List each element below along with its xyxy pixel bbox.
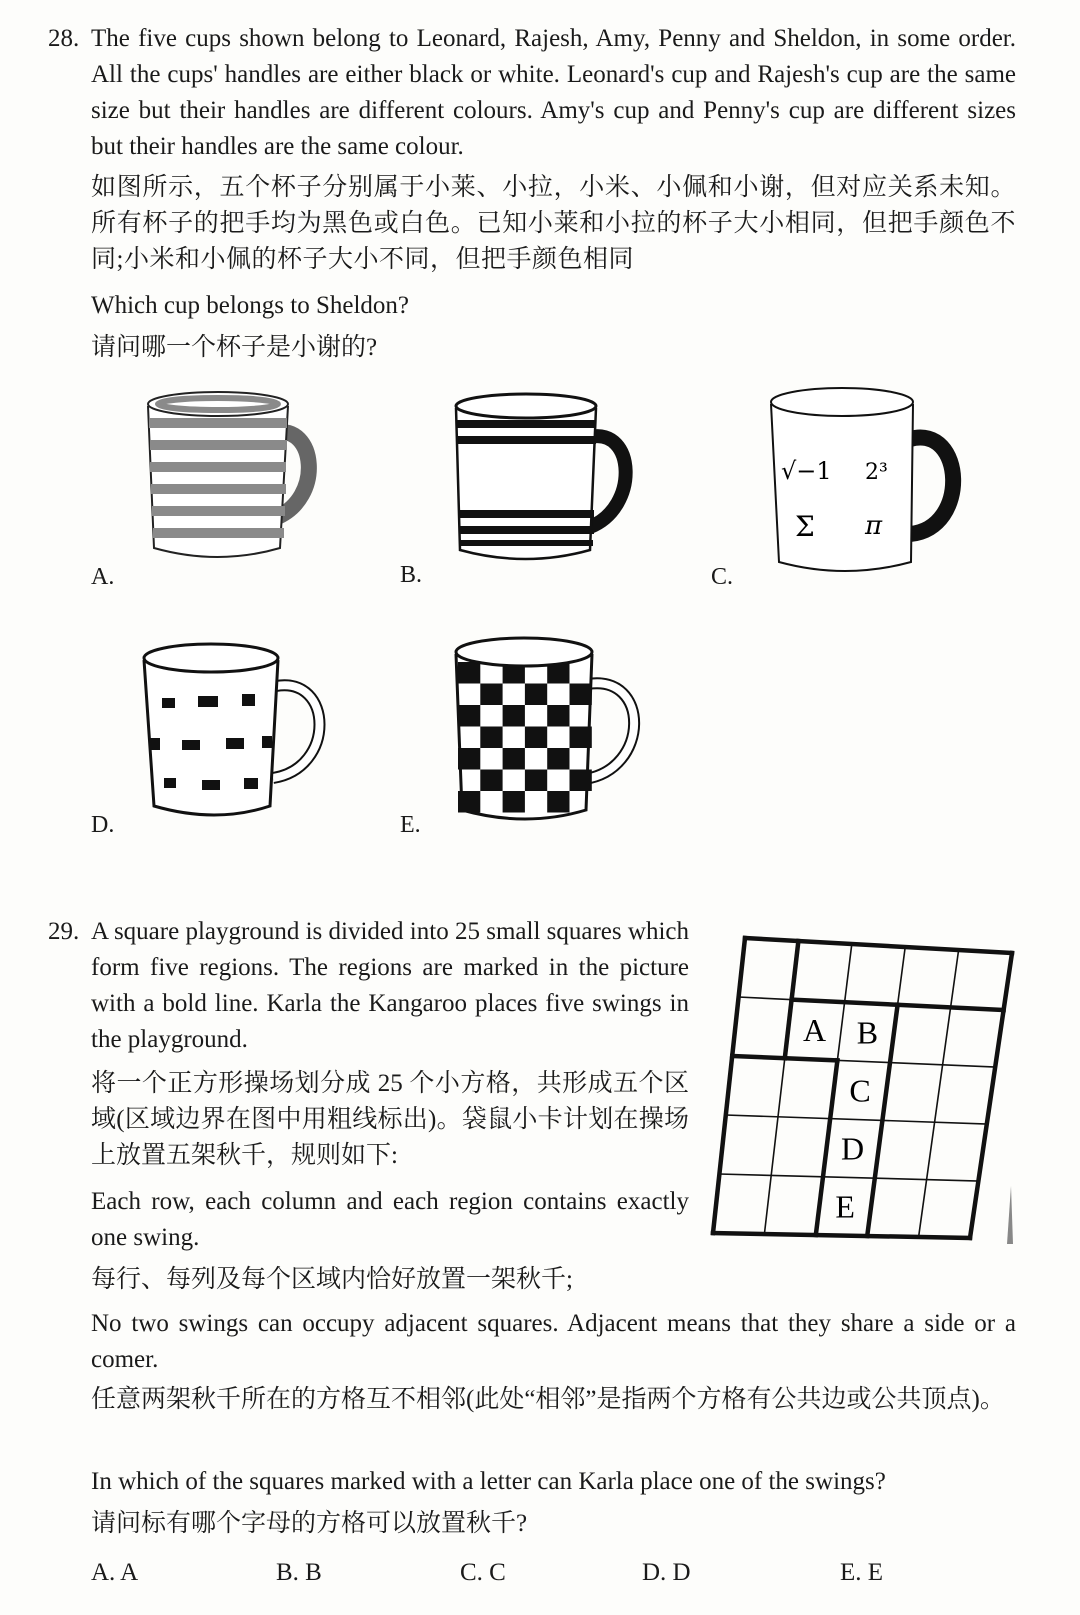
- region-border: [745, 938, 1012, 953]
- question-text-en: The five cups shown belong to Leonard, Rajesh, Amy, Penny and Sheldon, in some order. All the cups' handles are either black or white. Leonard's cup and Rajesh's cup are the same size but their handles are different colours. Amy's cup and Penny's cup are different sizes but their handles are the same colour.: [91, 25, 1016, 160]
- cup-c-symbol: π: [865, 511, 883, 541]
- option-b: B. B: [276, 1559, 322, 1586]
- region-border: [732, 1056, 837, 1060]
- grid-letter-a: A: [803, 1012, 827, 1049]
- grid-letter-e: E: [835, 1188, 855, 1225]
- option-d: D. D: [642, 1559, 691, 1586]
- question-text-zh: 将一个正方形操场划分成 25 个小方格，共形成五个区域(区域边界在图中用粗线标出)。袋鼠小卡计划在操场上放置五架秋千，规则如下:: [91, 1070, 689, 1169]
- cup-d-label: D.: [91, 812, 115, 838]
- rule-2-en: No two swings can occupy adjacent squares. Adjacent means that they share a side or a comer.: [91, 1310, 1016, 1373]
- question-prompt-en: In which of the squares marked with a letter can Karla place one of the swings?: [91, 1468, 886, 1495]
- question-text-en: A square playground is divided into 25 small squares which form five regions. The regions are marked in the picture with a bold line. Karla the Kangaroo places five swings in the playground.: [91, 918, 689, 1053]
- cup-e-label: E.: [400, 812, 421, 838]
- cup-c-symbol: 2³: [865, 460, 888, 485]
- cup-a-label: A.: [91, 564, 115, 590]
- option-e: E. E: [840, 1559, 884, 1586]
- option-a: A. A: [91, 1559, 139, 1586]
- question-number: 29.: [48, 918, 80, 945]
- grid-letter-d: D: [841, 1130, 865, 1167]
- question-prompt-zh: 请问哪一个杯子是小谢的?: [91, 334, 378, 361]
- scan-mark: [1005, 1186, 1015, 1246]
- grid-line: [726, 1115, 987, 1124]
- cup-b-label: B.: [400, 562, 423, 588]
- question-number: 28.: [48, 25, 80, 52]
- grid-line: [919, 950, 959, 1237]
- region-border: [713, 1233, 970, 1238]
- question-prompt-en: Which cup belongs to Sheldon?: [91, 292, 409, 319]
- cup-c-symbol: √−1: [781, 457, 832, 485]
- region-border: [713, 938, 745, 1233]
- cup-c-label: C.: [711, 564, 734, 590]
- option-c: C. C: [460, 1559, 506, 1586]
- grid-letter-b: B: [856, 1014, 879, 1051]
- rule-2-zh: 任意两架秋千所在的方格互不相邻(此处“相邻”是指两个方格有公共边或公共顶点)。: [91, 1386, 1005, 1413]
- cup-c-symbol: Σ: [795, 510, 815, 543]
- rule-1-zh: 每行、每列及每个区域内恰好放置一架秋千;: [91, 1266, 573, 1293]
- rule-1-en: Each row, each column and each region contains exactly one swing.: [91, 1188, 689, 1251]
- question-text-zh: 如图所示，五个杯子分别属于小莱、小拉，小米、小佩和小谢，但对应关系未知。所有杯子的把手均为黑色或白色。已知小莱和小拉的杯子大小相同，但把手颜色不同;小米和小佩的杯子大小不同，但把手颜色相同: [91, 174, 1016, 273]
- grid-letter-c: C: [849, 1072, 871, 1109]
- grid-line: [719, 1174, 978, 1181]
- region-border: [816, 1060, 838, 1235]
- question-prompt-zh: 请问标有哪个字母的方格可以放置秋千?: [91, 1510, 528, 1537]
